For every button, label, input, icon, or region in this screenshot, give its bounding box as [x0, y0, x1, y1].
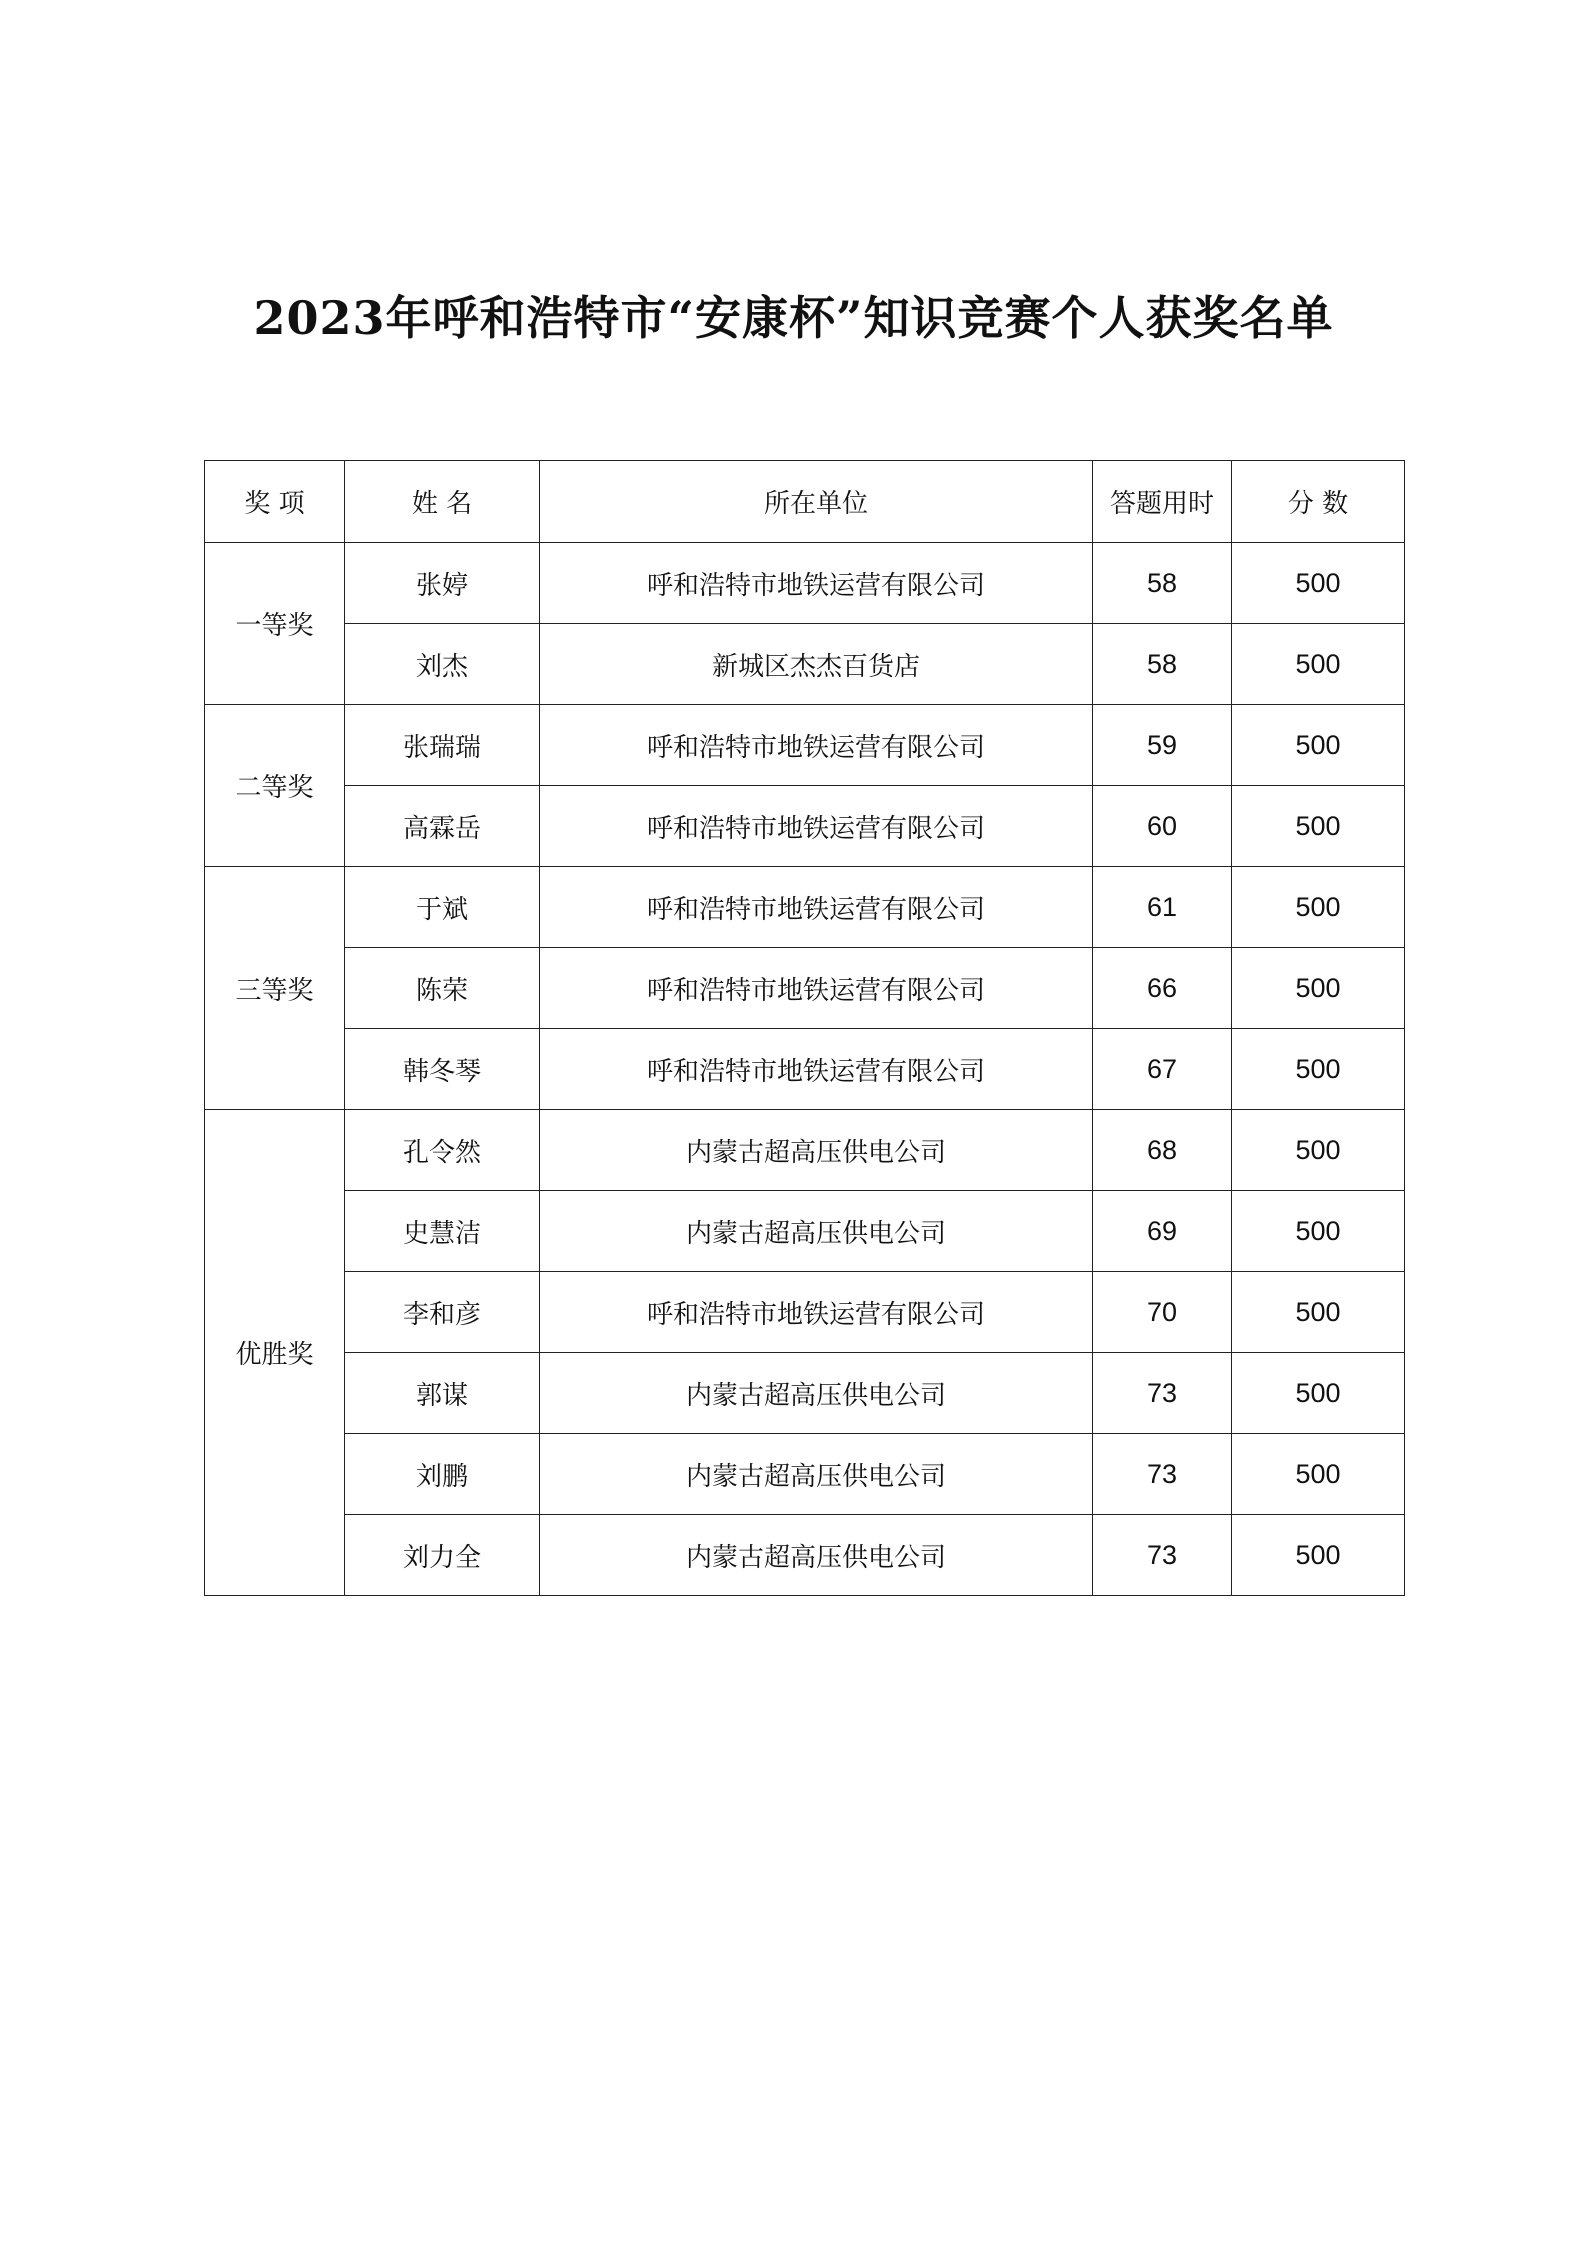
- score-cell: 500: [1232, 1272, 1405, 1353]
- table-row: [205, 705, 1405, 786]
- time-cell: 73: [1093, 1353, 1232, 1434]
- unit-cell: 内蒙古超高压供电公司: [540, 1434, 1093, 1515]
- time-cell: 60: [1093, 786, 1232, 867]
- unit-cell: 呼和浩特市地铁运营有限公司: [540, 786, 1093, 867]
- time-cell: 69: [1093, 1191, 1232, 1272]
- unit-cell: 内蒙古超高压供电公司: [540, 1353, 1093, 1434]
- score-cell: 500: [1232, 1434, 1405, 1515]
- table-row: [205, 1515, 1405, 1596]
- time-cell: 58: [1093, 543, 1232, 624]
- name-cell: 刘杰: [345, 624, 540, 705]
- unit-cell: 内蒙古超高压供电公司: [540, 1110, 1093, 1191]
- unit-cell: 呼和浩特市地铁运营有限公司: [540, 948, 1093, 1029]
- header-score: 分 数: [1232, 461, 1405, 543]
- score-cell: 500: [1232, 1110, 1405, 1191]
- time-cell: 59: [1093, 705, 1232, 786]
- score-cell: 500: [1232, 624, 1405, 705]
- score-cell: 500: [1232, 786, 1405, 867]
- score-cell: 500: [1232, 948, 1405, 1029]
- table-row: [205, 948, 1405, 1029]
- score-cell: 500: [1232, 705, 1405, 786]
- name-cell: 张婷: [345, 543, 540, 624]
- award-level-cell: 一等奖: [205, 543, 345, 705]
- header-unit: 所在单位: [540, 461, 1093, 543]
- awards-table: [204, 460, 1405, 1596]
- table-row: [205, 1434, 1405, 1515]
- table-row: [205, 786, 1405, 867]
- unit-cell: 内蒙古超高压供电公司: [540, 1515, 1093, 1596]
- score-cell: 500: [1232, 867, 1405, 948]
- table-row: [205, 1110, 1405, 1191]
- name-cell: 张瑞瑞: [345, 705, 540, 786]
- table-row: [205, 867, 1405, 948]
- score-cell: 500: [1232, 543, 1405, 624]
- time-cell: 68: [1093, 1110, 1232, 1191]
- time-cell: 73: [1093, 1434, 1232, 1515]
- name-cell: 刘鹏: [345, 1434, 540, 1515]
- name-cell: 史慧洁: [345, 1191, 540, 1272]
- award-level-cell: 三等奖: [205, 867, 345, 1110]
- score-cell: 500: [1232, 1515, 1405, 1596]
- header-award: 奖 项: [205, 461, 345, 543]
- unit-cell: 新城区杰杰百货店: [540, 624, 1093, 705]
- unit-cell: 呼和浩特市地铁运营有限公司: [540, 867, 1093, 948]
- name-cell: 孔令然: [345, 1110, 540, 1191]
- table-row: [205, 1353, 1405, 1434]
- unit-cell: 呼和浩特市地铁运营有限公司: [540, 1272, 1093, 1353]
- name-cell: 韩冬琴: [345, 1029, 540, 1110]
- table-row: [205, 543, 1405, 624]
- name-cell: 陈荣: [345, 948, 540, 1029]
- table-header-row: [205, 461, 1405, 543]
- name-cell: 郭谋: [345, 1353, 540, 1434]
- time-cell: 67: [1093, 1029, 1232, 1110]
- unit-cell: 呼和浩特市地铁运营有限公司: [540, 1029, 1093, 1110]
- time-cell: 66: [1093, 948, 1232, 1029]
- unit-cell: 呼和浩特市地铁运营有限公司: [540, 705, 1093, 786]
- name-cell: 刘力全: [345, 1515, 540, 1596]
- name-cell: 李和彦: [345, 1272, 540, 1353]
- score-cell: 500: [1232, 1191, 1405, 1272]
- award-level-cell: 二等奖: [205, 705, 345, 867]
- name-cell: 于斌: [345, 867, 540, 948]
- header-time: 答题用时: [1093, 461, 1232, 543]
- time-cell: 58: [1093, 624, 1232, 705]
- time-cell: 73: [1093, 1515, 1232, 1596]
- time-cell: 70: [1093, 1272, 1232, 1353]
- table-row: [205, 1272, 1405, 1353]
- table-row: [205, 624, 1405, 705]
- unit-cell: 内蒙古超高压供电公司: [540, 1191, 1093, 1272]
- award-level-cell: 优胜奖: [205, 1110, 345, 1596]
- table-row: [205, 1191, 1405, 1272]
- header-name: 姓 名: [345, 461, 540, 543]
- document-title: 2023年呼和浩特市“安康杯”知识竞赛个人获奖名单: [253, 291, 1334, 345]
- time-cell: 61: [1093, 867, 1232, 948]
- name-cell: 高霖岳: [345, 786, 540, 867]
- score-cell: 500: [1232, 1353, 1405, 1434]
- awards-table-body: [205, 543, 1405, 1596]
- table-row: [205, 1029, 1405, 1110]
- unit-cell: 呼和浩特市地铁运营有限公司: [540, 543, 1093, 624]
- score-cell: 500: [1232, 1029, 1405, 1110]
